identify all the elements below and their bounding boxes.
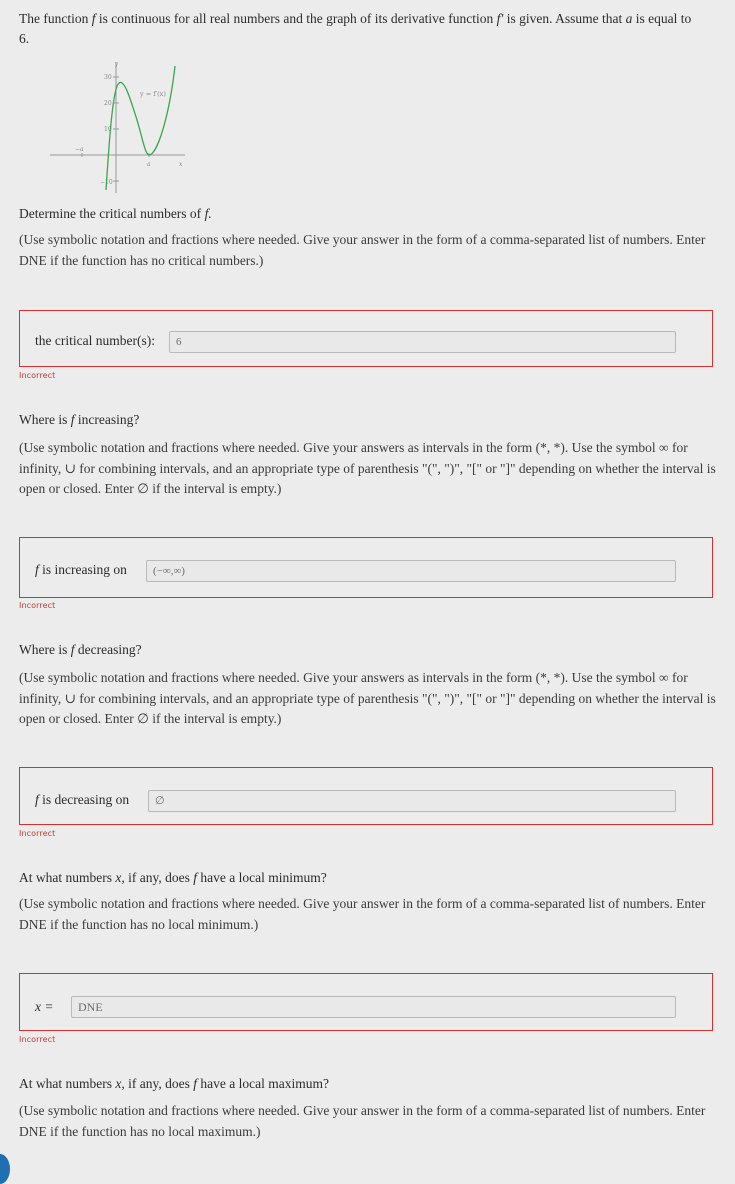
question-local-min-hint: (Use symbolic notation and fractions where needed. Give your answer in the form of a comma-separated list of numbers. Enter DNE if the function has no local minimum.) [19, 896, 706, 932]
increasing-interval-input[interactable]: (−∞,∞) [146, 560, 676, 582]
intro-tail-text: is equal to [635, 11, 692, 26]
label-text: is decreasing on [42, 792, 130, 807]
derivative-graph [45, 58, 190, 198]
prompt-f-symbol: f. [204, 206, 212, 221]
prompt-mid-text: if any, does [128, 870, 190, 885]
prompt-end-text: increasing? [77, 412, 140, 427]
x-axis-label: x [179, 161, 183, 168]
help-bubble[interactable] [0, 1154, 10, 1184]
question-critical-hint: (Use symbolic notation and fractions where needed. Give your answer in the form of a comma-separated list of numbers. Enter DNE if the function has no critical numbers.) [19, 232, 706, 268]
prompt-text: At what numbers [19, 1076, 112, 1091]
label-text: is increasing on [42, 562, 127, 577]
answer-label [35, 790, 129, 810]
decreasing-interval-input[interactable]: ∅ [148, 790, 676, 812]
prompt-mid-text: if any, does [128, 1076, 190, 1091]
intro-mid-text: is continuous for all real numbers and the graph of its derivative function [98, 11, 494, 26]
local-min-input[interactable]: DNE [71, 996, 676, 1018]
answer-box-critical [19, 310, 713, 367]
question-local-max-prompt [19, 1074, 329, 1094]
prompt-x-symbol: x, [115, 870, 125, 885]
question-decreasing-prompt [19, 640, 142, 660]
prompt-f-symbol: f [70, 412, 75, 427]
answer-box-local-min [19, 973, 713, 1031]
critical-numbers-input[interactable]: 6 [169, 331, 676, 353]
answer-label: x = [35, 999, 54, 1014]
prompt-text: Where is [19, 412, 68, 427]
intro-f-symbol: f [91, 11, 96, 26]
question-local-max-hint: (Use symbolic notation and fractions where needed. Give your answer in the form of a comma-separated list of numbers. Enter DNE if the function has no local maximum.) [19, 1103, 706, 1139]
label-f-symbol: f [35, 792, 39, 807]
answer-label: the critical number(s): [35, 333, 155, 348]
intro-a-symbol: a [625, 11, 633, 26]
x-neg-a-label: −a [75, 146, 84, 153]
tick-20: 20 [104, 100, 112, 107]
question-increasing-prompt [19, 410, 139, 430]
label-f-symbol: f [35, 562, 39, 577]
intro-end-text: is given. Assume that [506, 11, 623, 26]
tick-neg10: −10 [100, 179, 113, 186]
question-local-min-prompt [19, 868, 327, 888]
tick-30: 30 [104, 74, 112, 81]
feedback-incorrect: Incorrect [19, 601, 56, 610]
prompt-end-text: decreasing? [77, 642, 142, 657]
prompt-text: At what numbers [19, 870, 112, 885]
prompt-text: Where is [19, 642, 68, 657]
intro-fprime-symbol: f′ [496, 11, 504, 26]
prompt-end-text: have a local minimum? [200, 870, 327, 885]
prompt-x-symbol: x, [115, 1076, 125, 1091]
intro-text: The function [19, 11, 89, 26]
answer-label [35, 560, 127, 580]
answer-box-increasing [19, 537, 713, 598]
question-decreasing-hint: (Use symbolic notation and fractions where needed. Give your answers as intervals in the form (*, *). Use the symbol ∞ for infinity, ∪ for combining intervals, and an appropriate type of parenthesis "(", ")", "[" or "]" depending on whether the interval is open or closed. Enter ∅ if the interval is empty.) [19, 670, 716, 726]
answer-box-decreasing [19, 767, 713, 825]
prompt-text: Determine the critical numbers of [19, 206, 202, 221]
problem-statement [19, 9, 719, 49]
question-critical-prompt [19, 204, 212, 224]
question-increasing-hint: (Use symbolic notation and fractions where needed. Give your answers as intervals in the form (*, *). Use the symbol ∞ for infinity, ∪ for combining intervals, and an appropriate type of parenthesis "(", ")", "[" or "]" depending on whether the interval is open or closed. Enter ∅ if the interval is empty.) [19, 440, 716, 496]
x-a-label: a [147, 161, 151, 168]
a-value-text: 6. [19, 31, 30, 46]
feedback-incorrect: Incorrect [19, 829, 56, 838]
prompt-f-symbol: f [193, 870, 197, 885]
curve-label: y = f′(x) [140, 90, 166, 98]
prompt-f-symbol: f [70, 642, 75, 657]
y-axis-label: y [115, 61, 119, 68]
feedback-incorrect: Incorrect [19, 371, 56, 380]
prompt-end-text: have a local maximum? [200, 1076, 329, 1091]
tick-10: 10 [104, 126, 112, 133]
prompt-f-symbol: f [193, 1076, 197, 1091]
feedback-incorrect: Incorrect [19, 1035, 56, 1044]
